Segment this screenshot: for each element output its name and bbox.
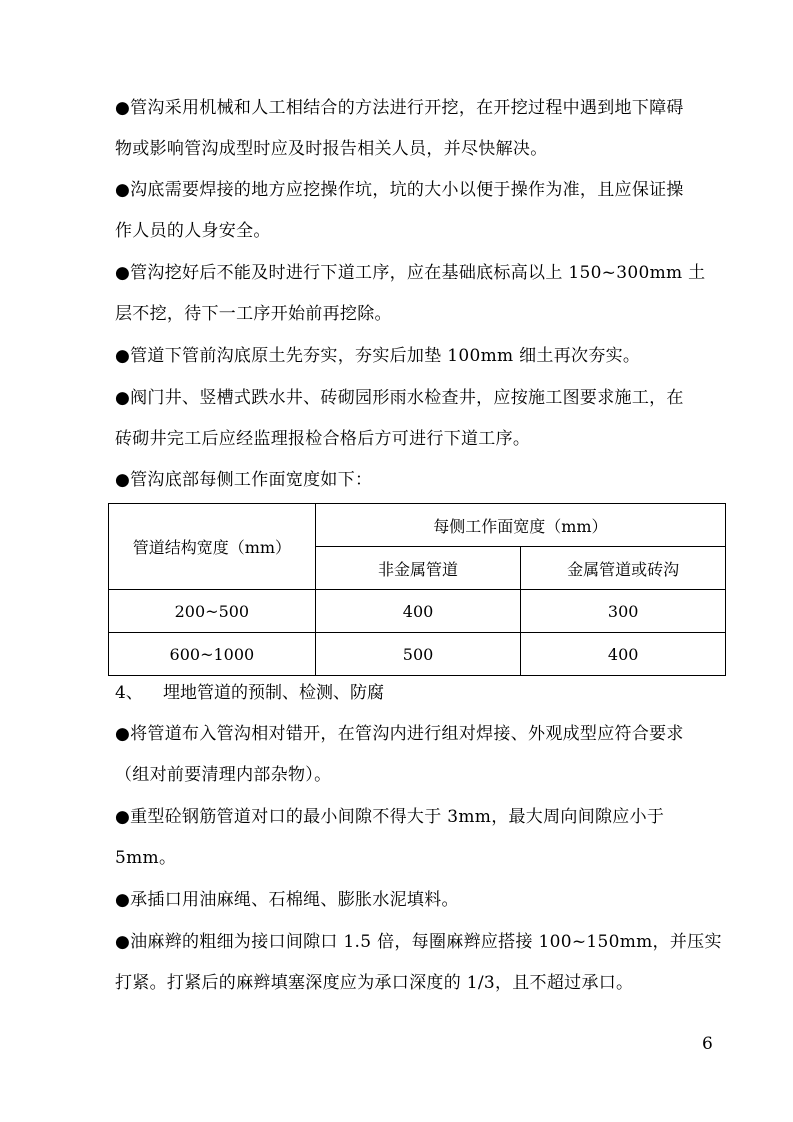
group-header-working-width: 每侧工作面宽度（mm）	[315, 504, 725, 547]
paragraph-pipe-laying	[115, 714, 725, 796]
cell-metal: 300	[521, 590, 726, 633]
table-row	[109, 633, 726, 676]
text-line: 物或影响管沟成型时应及时报告相关人员，并尽快解决。	[115, 139, 548, 159]
paragraph-compaction	[115, 336, 725, 377]
paragraph-hemp-braid	[115, 922, 725, 1004]
paragraph-trench-excavation	[115, 88, 725, 170]
paragraph-joint-gap	[115, 797, 725, 879]
page-number: 6	[702, 1034, 713, 1054]
section-number: 4、	[115, 683, 143, 703]
cell-width: 200~500	[109, 590, 316, 633]
text-line: ●管沟采用机械和人工相结合的方法进行开挖，在开挖过程中遇到地下障碍	[115, 98, 684, 118]
text-line: ●管沟挖好后不能及时进行下道工序，应在基础底标高以上 150~300mm 土	[115, 263, 706, 283]
col-header-nonmetal: 非金属管道	[315, 547, 521, 590]
cell-width: 600~1000	[109, 633, 316, 676]
text-line: 打紧。打紧后的麻辫填塞深度应为承口深度的 1/3，且不超过承口。	[115, 973, 634, 993]
paragraph-welding-pit	[115, 170, 725, 252]
text-line: ●油麻辫的粗细为接口间隙口 1.5 倍，每圈麻辫应搭接 100~150mm，并压实	[115, 932, 722, 952]
table-row	[109, 590, 726, 633]
text-line: 层不挖，待下一工序开始前再挖除。	[115, 304, 392, 324]
text-line: 5mm。	[115, 848, 177, 868]
table-header-row	[109, 504, 726, 547]
col-header-structure-width: 管道结构宽度（mm）	[109, 504, 316, 590]
text-line: （组对前要清理内部杂物）。	[115, 765, 332, 785]
section-heading	[115, 673, 384, 714]
cell-nonmetal: 500	[315, 633, 521, 676]
text-line: 作人员的人身安全。	[115, 221, 271, 241]
text-line: ●重型砼钢筋管道对口的最小间隙不得大于 3mm，最大周向间隙应小于	[115, 807, 665, 827]
text-line: ●承插口用油麻绳、石棉绳、膨胀水泥填料。	[115, 890, 459, 910]
text-line: ●管道下管前沟底原土先夯实，夯实后加垫 100mm 细土再次夯实。	[115, 346, 641, 366]
text-line: ●管沟底部每侧工作面宽度如下：	[115, 470, 373, 490]
text-line: 砖砌井完工后应经监理报检合格后方可进行下道工序。	[115, 429, 531, 449]
text-line: ●阀门井、竖槽式跌水井、砖砌园形雨水检查井，应按施工图要求施工，在	[115, 388, 684, 408]
text-line: ●沟底需要焊接的地方应挖操作坑，坑的大小以便于操作为准，且应保证操	[115, 180, 684, 200]
paragraph-socket-filler	[115, 880, 725, 921]
cell-metal: 400	[521, 633, 726, 676]
working-face-width-table	[108, 503, 726, 676]
text-line: ●将管道布入管沟相对错开，在管沟内进行组对焊接、外观成型应符合要求	[115, 724, 684, 744]
paragraph-valve-wells	[115, 378, 725, 460]
paragraph-soil-reserve	[115, 253, 725, 335]
paragraph-table-intro	[115, 460, 725, 501]
section-title: 埋地管道的预制、检测、防腐	[163, 683, 384, 703]
col-header-metal: 金属管道或砖沟	[521, 547, 726, 590]
cell-nonmetal: 400	[315, 590, 521, 633]
